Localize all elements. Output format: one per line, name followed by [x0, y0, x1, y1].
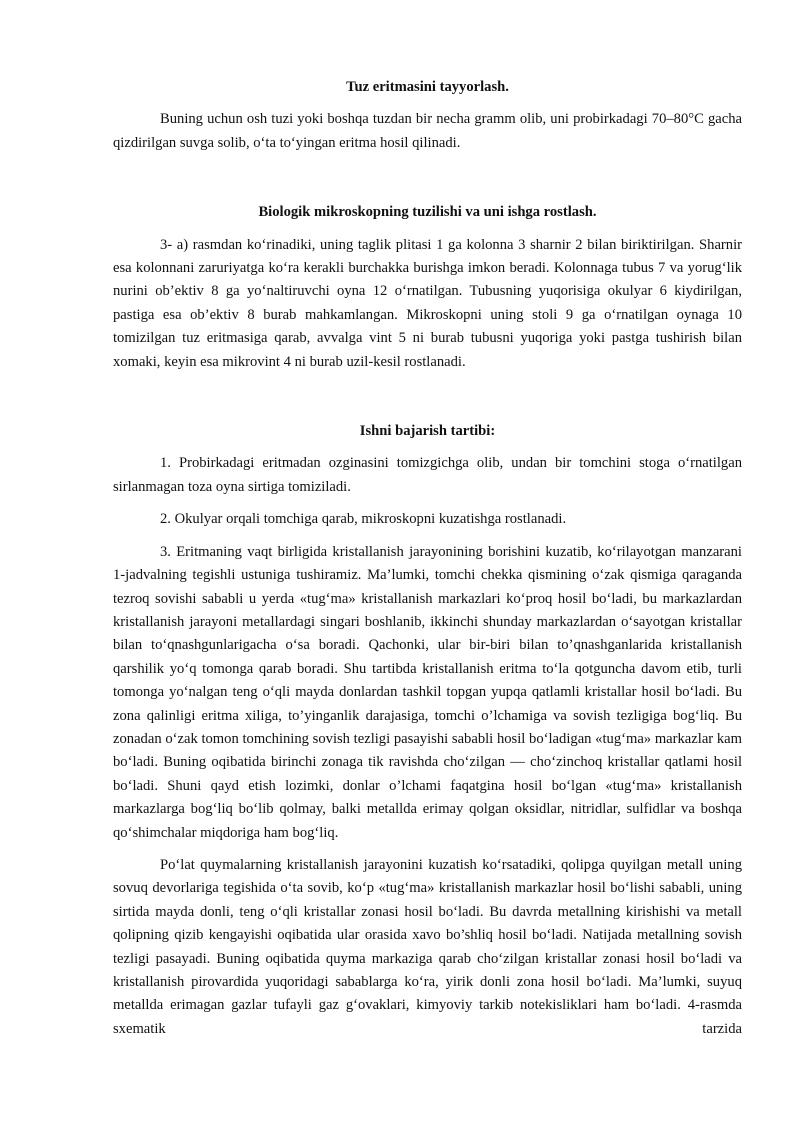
section-title-salt-solution: Tuz eritmasini tayyorlash. [346, 79, 509, 95]
procedure-step-2: 2. Okulyar orqali tomchiga qarab, mikroskopni kuzatishga rostlanadi. [160, 511, 567, 528]
section-title-microscope: Biologik mikroskopning tuzilishi va uni ishga rostlash. [258, 204, 597, 221]
document-page [113, 76, 742, 1041]
paragraph-steel-ingots: Po‘lat quymalarning kristallanish jarayonini kuzatish ko‘rsatadiki, qolipga quyilgan metall uning sovuq devorlariga tegishida o‘ta sovib, ko‘p «tug‘ma» kristallanish markazlar hosil bo‘lishi sababli, uning sirtida mayda donli, teng o‘qli kristallar zonasi hosil bo‘ladi. Bu davrda metallning kirishishi va metall qolipning qizib kengayishi oqibatida ular orasida xavo bo’shliq hosil bo‘ladi. Natijada metallning sovish tezligi pasayadi. Buning oqibatida quyma markaziga qarab cho‘zilgan kristallar zonasi hosil bo‘ladi va kristallanish pirovardida yuqoridagi sabablarga ko‘ra, yirik donli zona hosil bo‘ladi. Ma’lumki, suyuq metallda erimagan gazlar tufayli gaz g‘ovaklari, kimyoviy tarkib notekisliklari ham bo‘ladi. 4-rasmda sxematik tarzida [113, 856, 742, 1037]
procedure-step-3: 3. Eritmaning vaqt birligida kristallanish jarayonining borishini kuzatib, ko‘rilayotgan manzarani 1-jadvalning tegishli ustuniga tushiramiz. Ma’lumki, tomchi chekka qismining o‘zak qismiga qaraganda tezroq sovishi sababli u yerda «tug‘ma» kristallanish markazlari ko‘proq hosil bo‘ladi, bu markazlardan kristallanish jarayoni metallardagi singari boshlanib, ikkinchi shunday markazlardan o‘sayotgan kristallar bilan to‘qnashgunlarigacha o‘sa boradi. Qachonki, ular bir-biri bilan to’qnashganlarida kristallanish qarshilik yo‘q tomonga qarab boradi. Shu tartibda kristallanish eritma to‘la qotguncha davom etib, turli tomonga yo‘nalgan teng o‘qli mayda donlardan tashkil topgan yupqa qatlamli kristallar hosil bo‘ladi. Bu zona qalinligi eritma xiliga, to’yinganlik darajasiga, tomchi o’lchamiga va sovish tezligiga bog‘liq. Bu zonadan o‘zak tomon tomchining sovish tezligi pasayishi sababli hosil bo‘ladigan «tug‘ma» markazlar kam bo‘ladi. Buning oqibatida birinchi zonaga tik ravishda cho‘zilgan — cho‘zinchoq kristallar qatlami hosil bo‘ladi. Shuni qayd etish lozimki, donlar o’lchami faqatgina hosil bo‘lgan «tug‘ma» kristallanish markazlarga bog‘liq bo‘lib qolmay, balki metallda erimay qolgan oksidlar, nitridlar, sulfidlar va boshqa qo‘shimchalar miqdoriga ham bog‘liq. [113, 543, 742, 841]
paragraph-microscope: 3- a) rasmdan ko‘rinadiki, uning taglik plitasi 1 ga kolonna 3 sharnir 2 bilan biriktirilgan. Sharnir esa kolonnani zaruriyatga ko‘ra kerakli burchakka burishga imkon beradi. Kolonnaga tubus 7 va yorug‘lik nurini ob’ektiv 8 ga yo‘naltiruvchi oyna 12 o‘rnatilgan. Tubusning yuqorisiga okulyar 6 kiydirilgan, pastiga esa ob’ektiv 8 burab mahkamlangan. Mikroskopni uning stoli 9 ga o‘rnatilgan oynaga 10 tomizilgan tuz eritmasiga qarab, avvalga vint 5 ni burab tubusni yuqoriga yoki pastga tushirish bilan xomaki, keyin esa mikrovint 4 ni burab uzil-kesil rostlanadi. [113, 236, 742, 370]
paragraph-salt-solution: Buning uchun osh tuzi yoki boshqa tuzdan bir necha gramm olib, uni probirkadagi 70–80°C gacha qizdirilgan suvga solib, o‘ta to‘yingan eritma hosil qilinadi. [113, 111, 742, 151]
procedure-step-1: 1. Probirkadagi eritmadan ozginasini tomizgichga olib, undan bir tomchini stoga o‘rnatilgan sirlanmagan toza oyna sirtiga tomiziladi. [113, 455, 742, 495]
section-title-procedure: Ishni bajarish tartibi: [359, 423, 496, 440]
